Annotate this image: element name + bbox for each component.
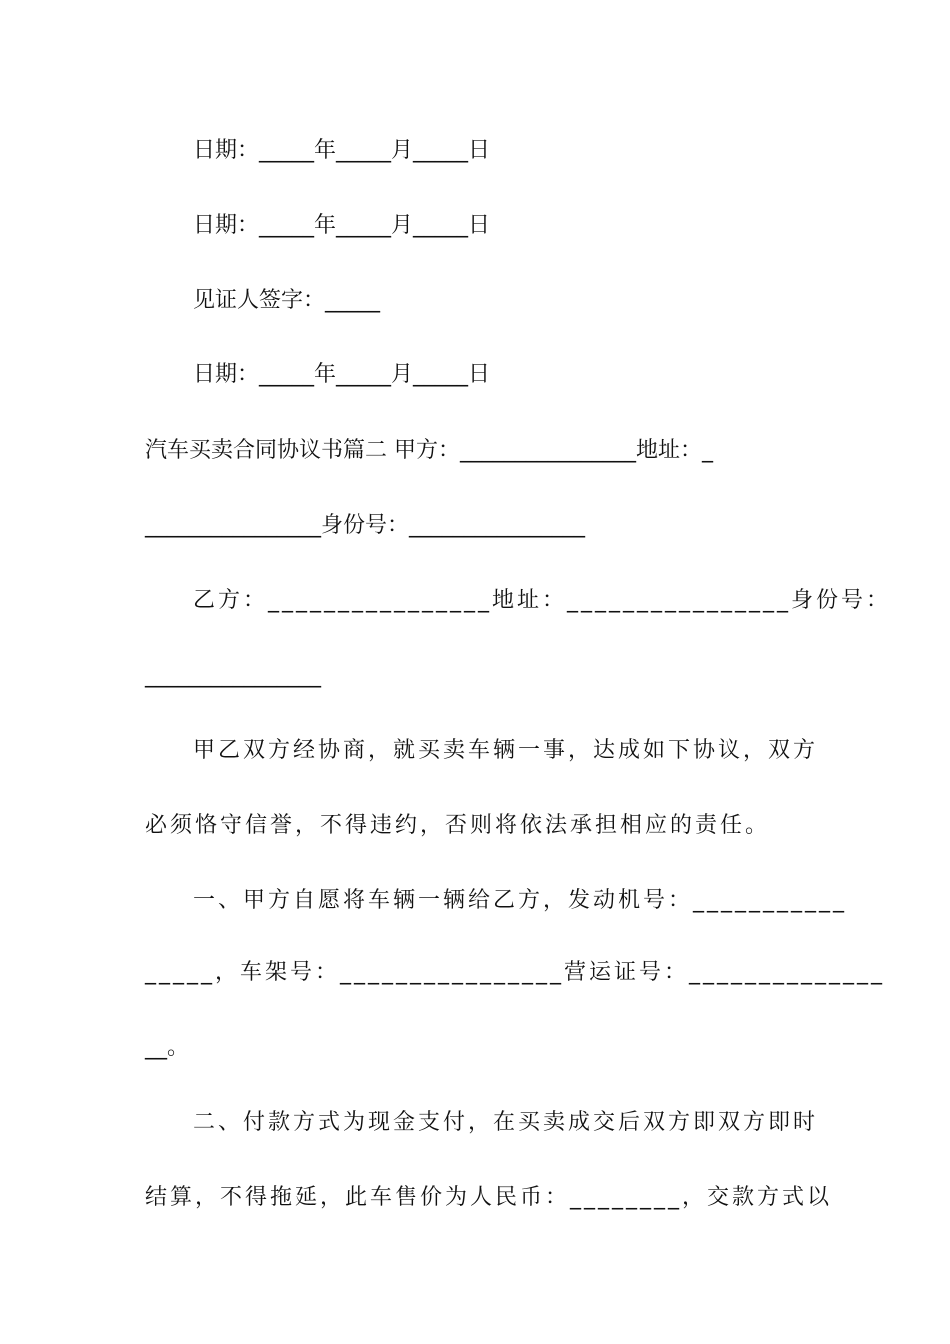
party-b-line: 乙方：________________地址：________________身份号： [193,588,892,613]
date-line-2: 日期：_____年_____月_____日 [193,213,491,238]
clause-one-line-2: _____，车架号：________________营运证号：______________ [145,960,886,985]
date-line-1: 日期：_____年_____月_____日 [193,138,491,163]
clause-one-line-3: __。 [145,1035,190,1060]
party-a-id-line: ________________身份号：________________ [145,513,586,538]
date-line-3: 日期：_____年_____月_____日 [193,362,491,387]
witness-signature-line: 见证人签字：_____ [193,288,381,313]
clause-two-line-2: 结算，不得拖延，此车售价为人民币：________，交款方式以 [145,1185,833,1210]
party-a-line: 汽车买卖合同协议书篇二 甲方：________________地址：_ [145,438,713,463]
paragraph-intro-1: 甲乙双方经协商，就买卖车辆一事，达成如下协议，双方 [193,738,819,763]
clause-two-line-1: 二、付款方式为现金支付，在买卖成交后双方即双方即时 [193,1110,819,1135]
paragraph-intro-2: 必须恪守信誉，不得违约，否则将依法承担相应的责任。 [145,813,771,838]
party-b-id-line: ________________ [145,663,321,688]
clause-one-line-1: 一、甲方自愿将车辆一辆给乙方，发动机号：___________ [193,888,848,913]
